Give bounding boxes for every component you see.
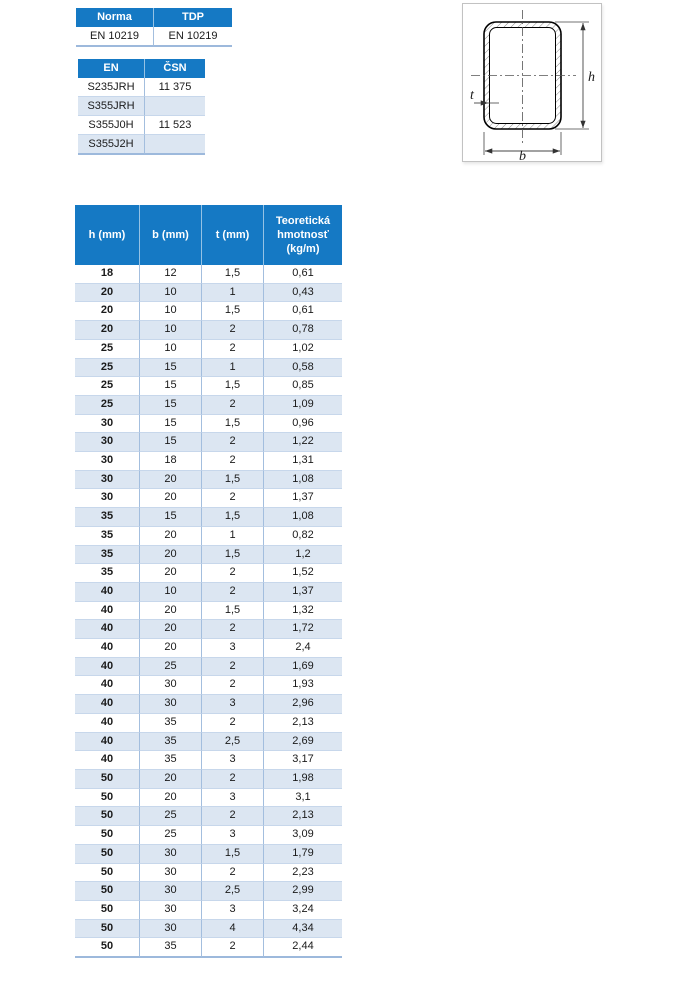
- table-cell: 25: [75, 358, 139, 377]
- table-cell: 20: [139, 545, 201, 564]
- table-cell: 20: [139, 619, 201, 638]
- table-cell: 1,02: [263, 339, 342, 358]
- profile-diagram-box: [462, 3, 602, 162]
- table-row: [78, 96, 205, 115]
- table-cell: 15: [139, 432, 201, 451]
- column-header: Teoretická hmotnosť (kg/m): [263, 205, 342, 265]
- table-cell: 2: [201, 863, 263, 882]
- hollow-section-diagram: [463, 4, 601, 161]
- table-cell: 1,69: [263, 657, 342, 676]
- table-cell: 2,69: [263, 732, 342, 751]
- table-cell: 1,5: [201, 545, 263, 564]
- table-cell: 15: [139, 358, 201, 377]
- table-row: [75, 358, 342, 377]
- table-row: [75, 919, 342, 938]
- table-cell: 30: [139, 863, 201, 882]
- table-cell: 2: [201, 320, 263, 339]
- table-cell: 0,85: [263, 376, 342, 395]
- table-cell: 35: [75, 563, 139, 582]
- table-row: [78, 134, 205, 155]
- table-cell: 40: [75, 750, 139, 769]
- table-row: [75, 825, 342, 844]
- table-cell: 20: [139, 788, 201, 807]
- table-cell: 2: [201, 619, 263, 638]
- table-cell: 30: [75, 488, 139, 507]
- header-row: [76, 8, 232, 27]
- table-cell: 2,13: [263, 806, 342, 825]
- table-row: [78, 78, 205, 96]
- table-cell: 35: [75, 545, 139, 564]
- table-cell: 2: [201, 582, 263, 601]
- table-cell: 1,52: [263, 563, 342, 582]
- table-row: [75, 863, 342, 882]
- table-cell: 50: [75, 919, 139, 938]
- table-cell: 20: [139, 526, 201, 545]
- table-row: [75, 470, 342, 489]
- table-cell: 1,5: [201, 414, 263, 433]
- table-cell: 20: [75, 320, 139, 339]
- table-row: [75, 713, 342, 732]
- table-cell: 2,13: [263, 713, 342, 732]
- table-cell: 3,1: [263, 788, 342, 807]
- table-cell: 10: [139, 339, 201, 358]
- table-cell: 1,5: [201, 265, 263, 283]
- table-cell: 3: [201, 825, 263, 844]
- dimensions-table: [75, 205, 342, 958]
- table-row: [75, 769, 342, 788]
- table-cell: 2: [201, 769, 263, 788]
- table-cell: 10: [139, 301, 201, 320]
- table-row: [75, 844, 342, 863]
- table-cell: 2,4: [263, 638, 342, 657]
- table-cell: 30: [139, 919, 201, 938]
- table-cell: 1,31: [263, 451, 342, 470]
- table-cell: 35: [139, 713, 201, 732]
- table-cell: 3: [201, 788, 263, 807]
- table-cell: 1,5: [201, 601, 263, 620]
- table-cell: 3: [201, 638, 263, 657]
- table-cell: 3,09: [263, 825, 342, 844]
- table-cell: 15: [139, 376, 201, 395]
- table-cell: 1,32: [263, 601, 342, 620]
- table-cell: 40: [75, 732, 139, 751]
- table-cell: 35: [139, 732, 201, 751]
- table-cell: 1: [201, 526, 263, 545]
- table-cell: 25: [139, 825, 201, 844]
- table-cell: 30: [139, 900, 201, 919]
- table-cell: 1,72: [263, 619, 342, 638]
- table-cell: 0,96: [263, 414, 342, 433]
- table-cell: 0,82: [263, 526, 342, 545]
- table-cell: 2,99: [263, 881, 342, 900]
- table-row: [75, 283, 342, 302]
- table-row: [75, 675, 342, 694]
- table-cell: 30: [139, 881, 201, 900]
- table-row: [78, 115, 205, 134]
- table-cell: [144, 96, 205, 115]
- table-cell: 20: [139, 638, 201, 657]
- table-row: [75, 432, 342, 451]
- table-cell: 12: [139, 265, 201, 283]
- table-cell: 1,37: [263, 582, 342, 601]
- table-cell: 50: [75, 937, 139, 958]
- table-cell: 50: [75, 881, 139, 900]
- table-cell: 1,09: [263, 395, 342, 414]
- table-cell: 2: [201, 451, 263, 470]
- table-cell: 50: [75, 863, 139, 882]
- table-cell: 30: [75, 414, 139, 433]
- table-row: [75, 320, 342, 339]
- table-cell: 30: [75, 451, 139, 470]
- table-cell: 25: [139, 806, 201, 825]
- table-row: [75, 788, 342, 807]
- table-cell: 35: [139, 750, 201, 769]
- b-dimension-label: b: [519, 149, 526, 161]
- table-cell: [144, 134, 205, 155]
- column-header: ČSN: [144, 59, 205, 78]
- table-cell: 10: [139, 582, 201, 601]
- table-row: [75, 545, 342, 564]
- table-cell: 2: [201, 563, 263, 582]
- table-cell: 2: [201, 339, 263, 358]
- table-cell: 11 375: [144, 78, 205, 96]
- table-cell: 40: [75, 694, 139, 713]
- table-cell: 20: [75, 301, 139, 320]
- table-cell: 1,98: [263, 769, 342, 788]
- table-row: [75, 900, 342, 919]
- table-cell: 2: [201, 657, 263, 676]
- table-cell: 30: [139, 694, 201, 713]
- table-cell: 2,96: [263, 694, 342, 713]
- table-cell: 15: [139, 507, 201, 526]
- table-row: [75, 638, 342, 657]
- table-row: [76, 27, 232, 47]
- header-row: [78, 59, 205, 78]
- table-cell: 10: [139, 320, 201, 339]
- material-grades-table: [78, 59, 205, 155]
- table-cell: 40: [75, 675, 139, 694]
- table-cell: 1,5: [201, 844, 263, 863]
- table-row: [75, 376, 342, 395]
- column-header: Norma: [76, 8, 153, 27]
- table-cell: 1,79: [263, 844, 342, 863]
- table-cell: 2: [201, 395, 263, 414]
- table-cell: 3: [201, 900, 263, 919]
- table-cell: 3,24: [263, 900, 342, 919]
- table-cell: 15: [139, 395, 201, 414]
- table-cell: 50: [75, 769, 139, 788]
- table-row: [75, 526, 342, 545]
- table-row: [75, 750, 342, 769]
- table-cell: 2: [201, 675, 263, 694]
- table-cell: 1: [201, 358, 263, 377]
- table-cell: 1,37: [263, 488, 342, 507]
- table-cell: 2: [201, 488, 263, 507]
- table-cell: 0,61: [263, 265, 342, 283]
- table-row: [75, 601, 342, 620]
- table-cell: 20: [75, 283, 139, 302]
- table-row: [75, 265, 342, 283]
- table-cell: 40: [75, 619, 139, 638]
- header-row: [75, 205, 342, 265]
- table-cell: 2: [201, 806, 263, 825]
- table-cell: 50: [75, 900, 139, 919]
- table-cell: 0,58: [263, 358, 342, 377]
- h-dimension-label: h: [588, 70, 595, 85]
- table-cell: 25: [75, 376, 139, 395]
- table-row: [75, 451, 342, 470]
- table-row: [75, 619, 342, 638]
- table-cell: 1,5: [201, 376, 263, 395]
- table-row: [75, 301, 342, 320]
- table-cell: 20: [139, 563, 201, 582]
- table-cell: 2,5: [201, 732, 263, 751]
- norma-tdp-table: [76, 8, 232, 47]
- table-cell: 30: [139, 844, 201, 863]
- table-cell: 25: [75, 395, 139, 414]
- table-row: [75, 395, 342, 414]
- table-cell: 3: [201, 750, 263, 769]
- table-cell: 1,08: [263, 507, 342, 526]
- table-cell: 11 523: [144, 115, 205, 134]
- column-header: TDP: [153, 8, 232, 27]
- table-row: [75, 694, 342, 713]
- table-row: [75, 732, 342, 751]
- column-header: b (mm): [139, 205, 201, 265]
- table-cell: 1,22: [263, 432, 342, 451]
- table-cell: 20: [139, 601, 201, 620]
- table-row: [75, 657, 342, 676]
- table-cell: S355JRH: [78, 96, 144, 115]
- table-cell: S355J0H: [78, 115, 144, 134]
- table-cell: 20: [139, 769, 201, 788]
- table-cell: 20: [139, 488, 201, 507]
- table-cell: 20: [139, 470, 201, 489]
- table-cell: 40: [75, 657, 139, 676]
- column-header: t (mm): [201, 205, 263, 265]
- table-cell: 1,2: [263, 545, 342, 564]
- table-cell: 18: [139, 451, 201, 470]
- table-cell: 2: [201, 432, 263, 451]
- table-cell: 2,5: [201, 881, 263, 900]
- table-cell: 3: [201, 694, 263, 713]
- table-cell: 1,5: [201, 470, 263, 489]
- table-cell: 2: [201, 713, 263, 732]
- table-cell: 2,23: [263, 863, 342, 882]
- table-cell: 1,5: [201, 301, 263, 320]
- table-cell: 50: [75, 788, 139, 807]
- table-row: [75, 488, 342, 507]
- table-cell: 18: [75, 265, 139, 283]
- table-row: [75, 563, 342, 582]
- t-dimension-label: t: [470, 88, 474, 103]
- table-row: [75, 507, 342, 526]
- column-header: EN: [78, 59, 144, 78]
- table-row: [75, 414, 342, 433]
- table-cell: 0,61: [263, 301, 342, 320]
- table-cell: EN 10219: [76, 27, 153, 47]
- table-cell: 35: [139, 937, 201, 958]
- table-cell: 50: [75, 806, 139, 825]
- table-cell: 1: [201, 283, 263, 302]
- table-cell: 3,17: [263, 750, 342, 769]
- table-cell: 40: [75, 582, 139, 601]
- table-cell: 4,34: [263, 919, 342, 938]
- table-cell: 15: [139, 414, 201, 433]
- table-cell: 50: [75, 825, 139, 844]
- table-cell: S355J2H: [78, 134, 144, 155]
- table-cell: 35: [75, 507, 139, 526]
- table-cell: 40: [75, 713, 139, 732]
- table-cell: 2: [201, 937, 263, 958]
- table-cell: 25: [139, 657, 201, 676]
- table-cell: 1,5: [201, 507, 263, 526]
- table-cell: EN 10219: [153, 27, 232, 47]
- table-row: [75, 582, 342, 601]
- table-cell: 30: [139, 675, 201, 694]
- table-cell: 0,43: [263, 283, 342, 302]
- table-cell: 30: [75, 432, 139, 451]
- table-cell: 40: [75, 601, 139, 620]
- table-cell: 0,78: [263, 320, 342, 339]
- table-cell: 40: [75, 638, 139, 657]
- table-cell: 30: [75, 470, 139, 489]
- table-cell: S235JRH: [78, 78, 144, 96]
- table-cell: 1,08: [263, 470, 342, 489]
- table-cell: 10: [139, 283, 201, 302]
- table-cell: 2,44: [263, 937, 342, 958]
- table-cell: 35: [75, 526, 139, 545]
- table-cell: 4: [201, 919, 263, 938]
- table-cell: 1,93: [263, 675, 342, 694]
- table-cell: 25: [75, 339, 139, 358]
- table-row: [75, 339, 342, 358]
- table-cell: 50: [75, 844, 139, 863]
- column-header: h (mm): [75, 205, 139, 265]
- table-row: [75, 937, 342, 958]
- table-row: [75, 881, 342, 900]
- table-row: [75, 806, 342, 825]
